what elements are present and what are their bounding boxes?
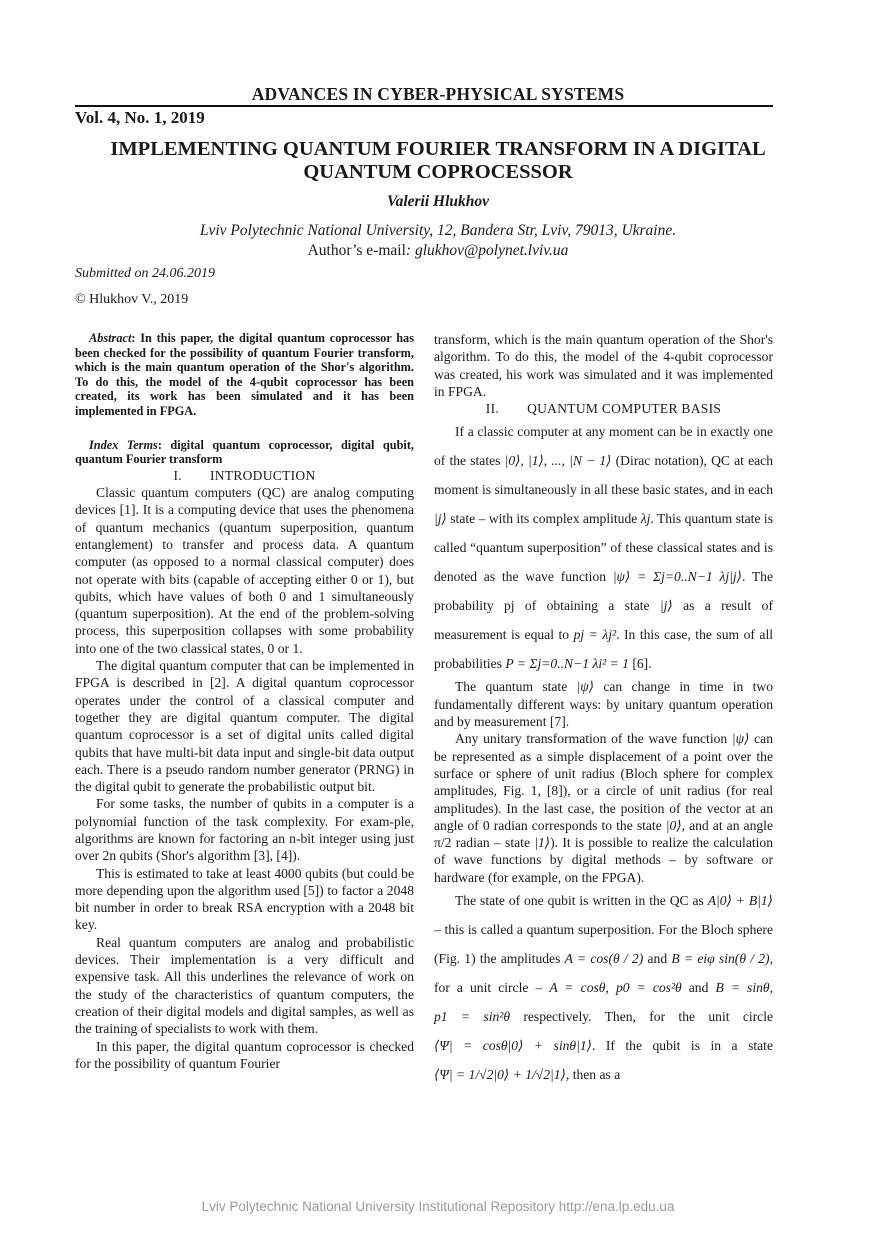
math-b-sin: B = sinθ <box>715 980 770 996</box>
email-address: : glukhov@polynet.lviv.ua <box>405 242 569 259</box>
title-line-2: QUANTUM COPROCESSOR <box>303 161 573 183</box>
section-number: II. <box>485 401 500 417</box>
section-heading-quantum-basis <box>434 400 773 417</box>
paragraph: The digital quantum computer that can be implemented in FPGA is described in [2]. A digital quantum coprocessor operates under the control of a classical computer and together they are digital quantum computer. The digital quantum coprocessor is a set of digital units called digital qubits that have multi-bit data input and single-bit data output each. There is a pseudo random number generator (PRNG) in the digital qubit to generate the probabilistic output bit. <box>75 658 414 795</box>
author-name: Valerii Hlukhov <box>386 193 490 210</box>
volume-info: Vol. 4, No. 1, 2019 <box>75 108 205 127</box>
copyright: © Hlukhov V., 2019 <box>75 292 189 307</box>
math-p0: p0 = cos²θ <box>615 980 682 996</box>
paragraph: This is estimated to take at least 4000 qubits (but could be more depending upon the algorithm used [5]) to factor a 2048 bit number in order to break RSA encryption with a 2048 bit key. <box>75 865 414 933</box>
math-states: |0⟩, |1⟩, ..., |N − 1⟩ <box>504 453 612 469</box>
math-equal-superposition: ⟨Ψ| = 1/√2|0⟩ + 1/√2|1⟩ <box>434 1067 566 1083</box>
math-unit-circle-state: ⟨Ψ| = cosθ|0⟩ + sinθ|1⟩ <box>434 1038 592 1054</box>
math-amplitude-a: A = cos(θ / 2) <box>564 951 644 967</box>
math-ket-1: |1⟩ <box>534 835 551 851</box>
paragraph: The quantum state |ψ⟩ can change in time in two fundamentally different ways: by unitary quantum operation and by measurement [7]. <box>434 679 773 730</box>
math-a-cos: A = cosθ <box>549 980 606 996</box>
index-terms <box>75 438 414 467</box>
paragraph: Classic quantum computers (QC) are analog computing devices [1]. It is a computing device that uses the phenomena of quantum mechanics (quantum superposition, quantum entanglement) to transfer and process data. A quantum computer (as opposed to a normal classical computer) does not operate with bits (capable of accepting either 0 or 1), but qubits, which have values of both 0 and 1 simultaneously (quantum superposition). At the end of the problem-solving process, this superposition collapses with some probability into one of the two classical states, 0 or 1. <box>75 485 414 656</box>
paragraph: In this paper, the digital quantum coprocessor is checked for the possibility of quantum Fourier <box>75 1038 414 1071</box>
math-p1: p1 = sin²θ <box>434 1009 511 1025</box>
math-psi: |ψ⟩ <box>731 731 750 747</box>
section-title: QUANTUM COMPUTER BASIS <box>527 401 722 417</box>
abstract <box>75 331 414 419</box>
paragraph: The state of one qubit is written in the QC as A|0⟩ + B|1⟩ – this is called a quantum superposition. For the Bloch sphere (Fig. 1) the amplitudes A = cos(θ / 2) and B = eiφ sin(θ / 2), for a unit circle – A = cosθ, p0 = cos²θ and B = sinθ, p1 = sin²θ respectively. Then, for the unit circle ⟨Ψ| = cosθ|0⟩ + sinθ|1⟩. If the qubit is in a state ⟨Ψ| = 1/√2|0⟩ + 1/√2|1⟩, then as a <box>434 893 773 1083</box>
paragraph: For some tasks, the number of qubits in a computer is a polynomial function of the task complexity. For exam-ple, algorithms are known for factoring an n-bit integer using just over 2n qubits (Shor's algorithm [3], [4]). <box>75 796 414 864</box>
email-line <box>0 241 876 261</box>
math-ket-j: |j⟩ <box>434 511 447 527</box>
math-ket-0: |0⟩ <box>665 817 682 833</box>
header-rule <box>75 105 773 107</box>
math-ket-j: |j⟩ <box>659 598 673 614</box>
repository-footer: Lviv Polytechnic National University Institutional Repository http://ena.lp.edu.ua <box>201 1199 675 1214</box>
submitted-date: Submitted on 24.06.2019 <box>75 266 215 281</box>
math-probability: pj = λj² <box>573 627 617 643</box>
affiliation-block <box>0 221 876 261</box>
math-sum: P = Σj=0..N−1 λi² = 1 <box>505 656 629 672</box>
math-psi: |ψ⟩ <box>576 679 595 695</box>
section-number: I. <box>173 467 182 483</box>
math-lambda: λj <box>640 511 651 527</box>
title-line-1: IMPLEMENTING QUANTUM FOURIER TRANSFORM IN A DIGITAL <box>110 138 766 160</box>
journal-name: ADVANCES IN CYBER-PHYSICAL SYSTEMS <box>251 84 625 104</box>
index-terms-label: Index Terms <box>89 437 158 452</box>
affiliation: Lviv Polytechnic National University, 12, Bandera Str, Lviv, 79013, Ukraine. <box>199 222 677 239</box>
abstract-text: : In this paper, the digital quantum coprocessor has been checked for the possibility of quantum Fourier transform, which is the main quantum operation of the Shor's algorithm. To do this, the model of the 4-qubit coprocessor has been created, its work has been simulated and it has been implemented in FPGA. <box>75 331 414 418</box>
right-column <box>434 331 773 1089</box>
math-amplitude-b: B = eiφ sin(θ / 2) <box>671 951 770 967</box>
math-wave-function: |ψ⟩ = Σj=0..N−1 λj|j⟩ <box>612 569 742 585</box>
section-heading-introduction <box>75 467 414 484</box>
paragraph: Any unitary transformation of the wave function |ψ⟩ can be represented as a simple displacement of a point over the surface or sphere of unit radius (Bloch sphere for complex amplitudes, Fig. 1, [8]), or a circle of unit radius (for real amplitudes). In the last case, the position of the vector at an angle of 0 radian corresponds to the state |0⟩, and at an angle π/2 radian – state |1⟩). It is possible to realize the calculation of wave functions by digital methods – by software or hardware (for example, on the FPGA). <box>434 731 774 885</box>
index-terms-text: : digital quantum coprocessor, digital qubit, quantum Fourier transform <box>75 437 414 467</box>
paper-title <box>75 138 801 184</box>
paragraph: transform, which is the main quantum operation of the Shor's algorithm. To do this, the model of the 4-qubit coprocessor was created, his work was simulated and it was implemented in FPGA. <box>434 332 773 399</box>
paragraph: If a classic computer at any moment can be in exactly one of the states |0⟩, |1⟩, ..., |N − 1⟩ (Dirac notation), QC at each moment is simultaneously in all these basic states, and in each |j⟩ state – with its complex amplitude λj. This quantum state is called “quantum superposition” of these classical states and is denoted as the wave function |ψ⟩ = Σj=0..N−1 λj|j⟩. The probability pj of obtaining a state |j⟩ as a result of measurement is equal to pj = λj². In this case, the sum of all probabilities P = Σj=0..N−1 λi² = 1 [6]. <box>434 424 773 672</box>
math-superposition: A|0⟩ + B|1⟩ <box>707 893 773 909</box>
abstract-label: Abstract <box>89 331 132 345</box>
email-label: Author’s e-mail <box>307 242 406 259</box>
left-column <box>75 331 414 1072</box>
section-title: INTRODUCTION <box>209 467 316 483</box>
paragraph: Real quantum computers are analog and probabilistic devices. Their implementation is a very difficult and expensive task. All this underlines the relevance of work on the study of the characteristics of quantum computers, the creation of their digital models and digital samples, as well as the training of specialists to work with them. <box>75 934 414 1037</box>
